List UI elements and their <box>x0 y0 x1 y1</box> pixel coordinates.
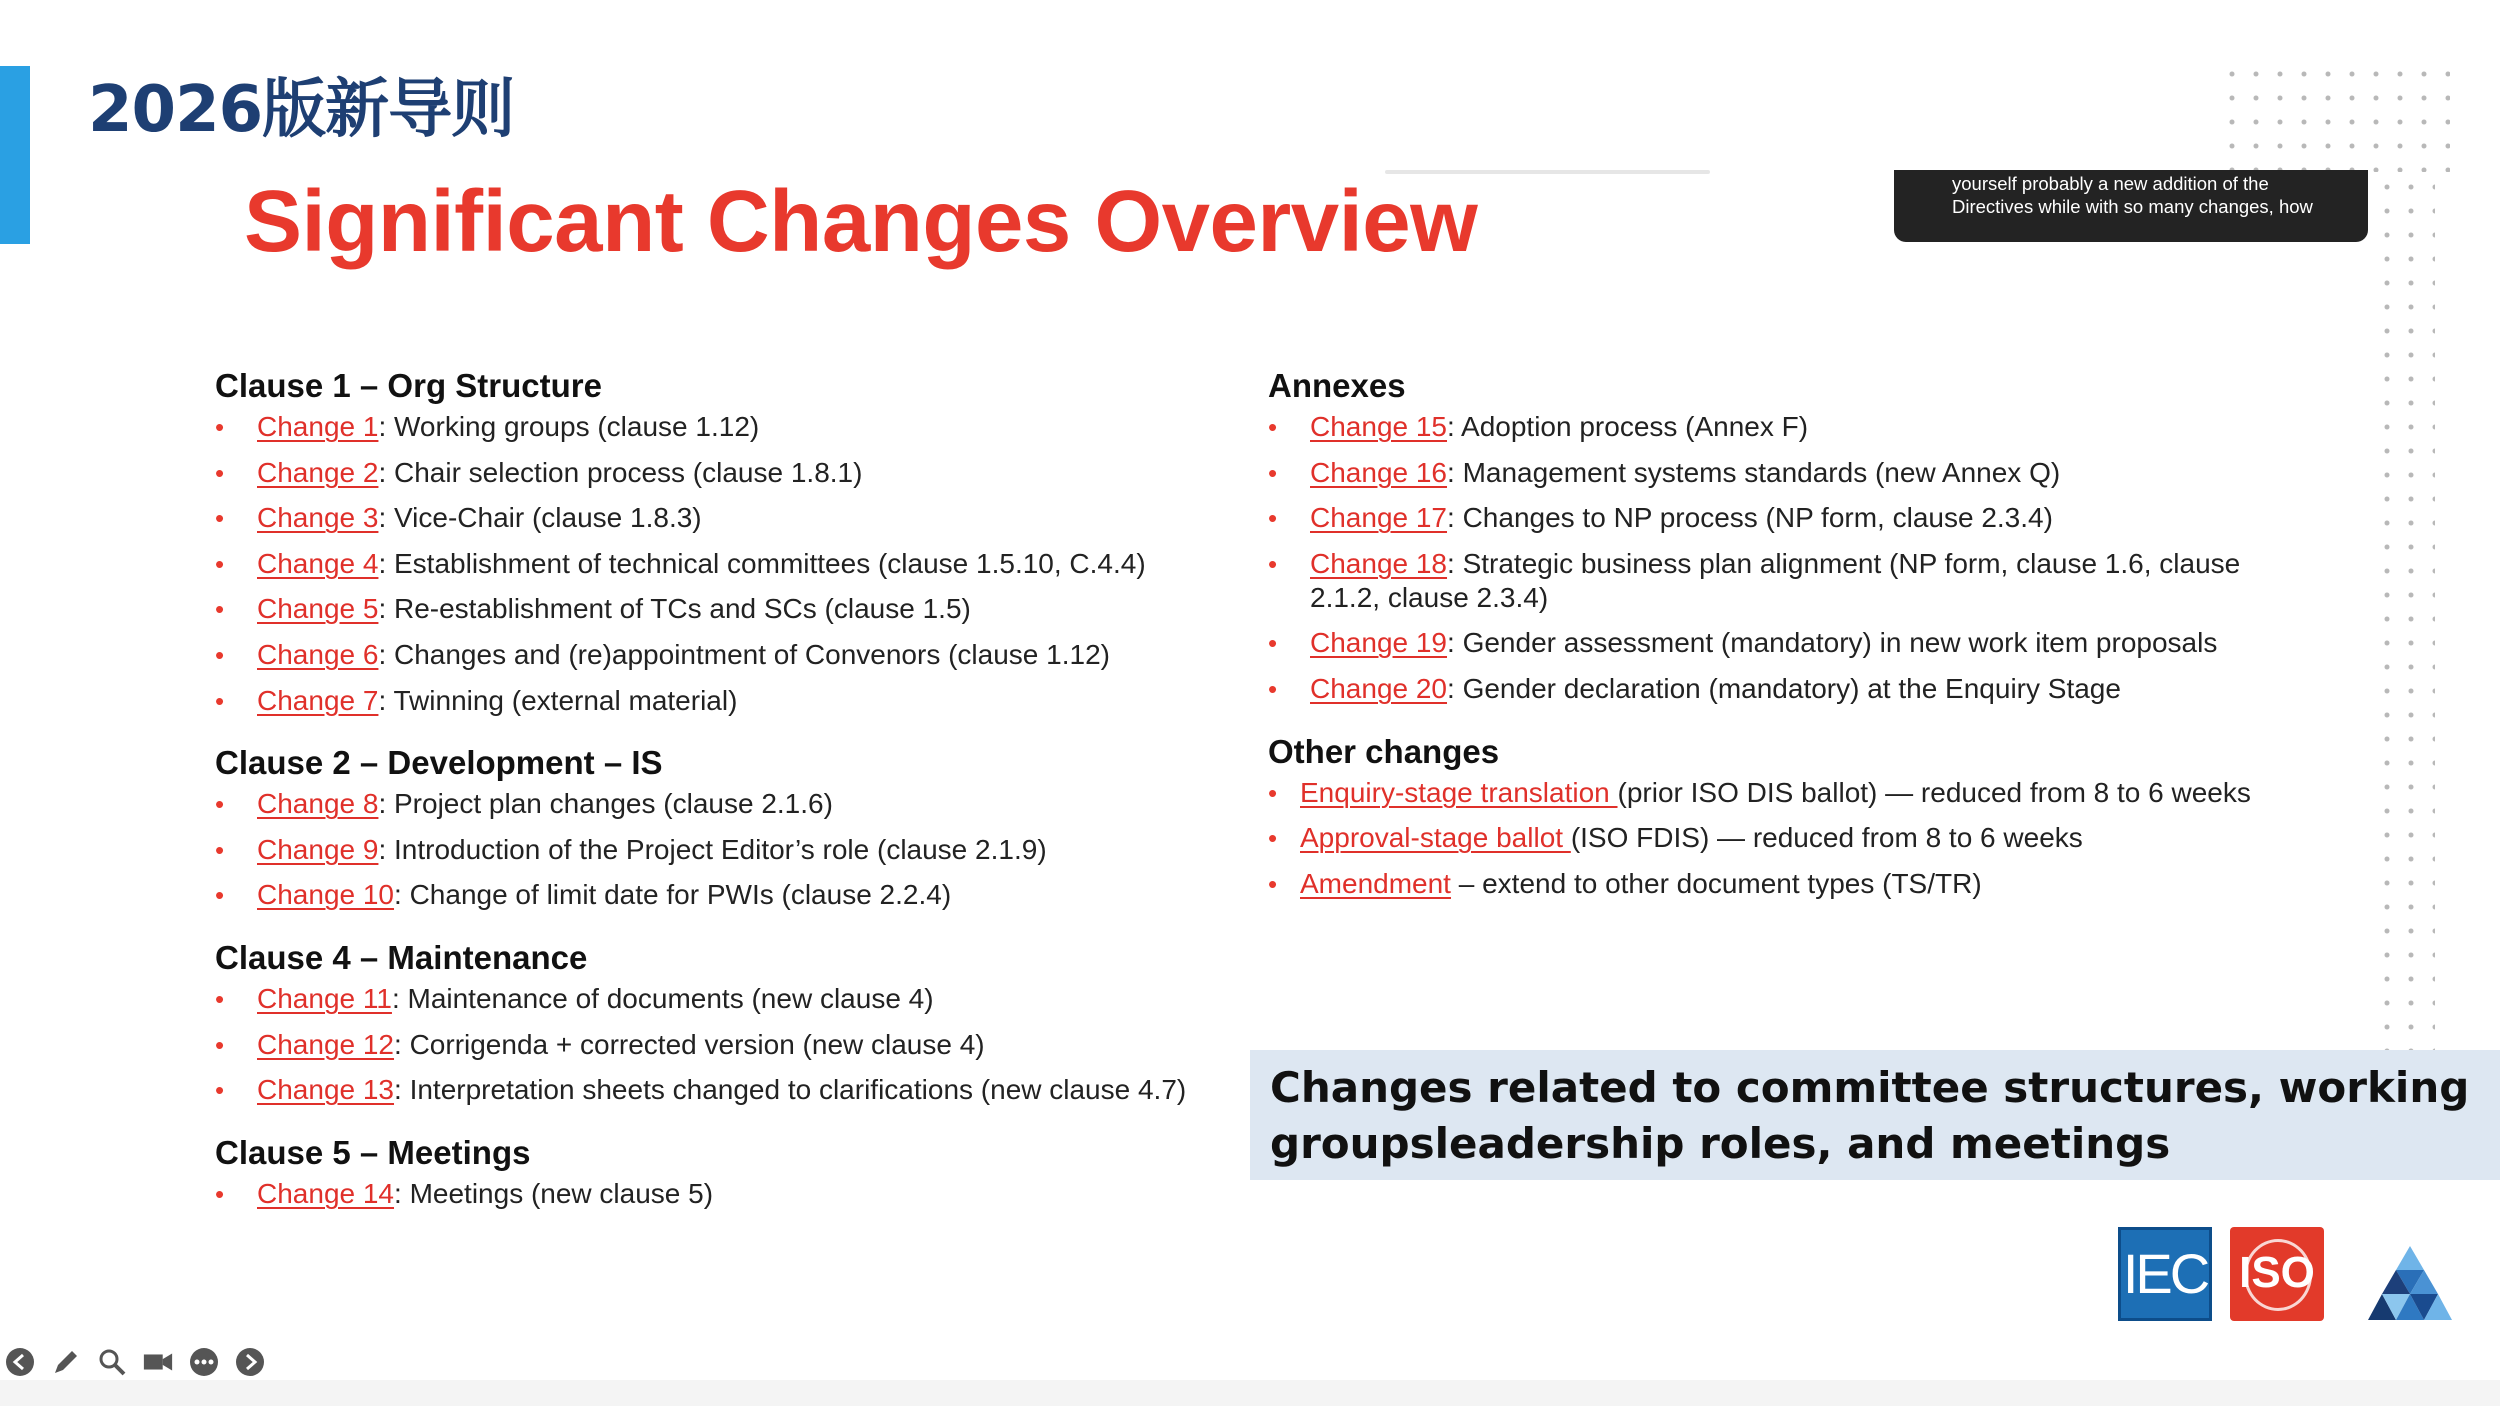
camera-button[interactable] <box>142 1346 174 1378</box>
change-description: : Re-establishment of TCs and SCs (clause 1.5) <box>378 593 971 625</box>
change-link[interactable]: Change 12 <box>257 1028 395 1060</box>
section-heading: Other changes <box>1268 732 1500 770</box>
change-link[interactable]: Change 1 <box>257 411 379 442</box>
change-description: : Twinning (external material) <box>378 684 738 716</box>
previous-slide-button[interactable] <box>4 1346 36 1378</box>
iec-logo-text: IEC <box>2122 1242 2208 1305</box>
change-link[interactable]: Change 6 <box>257 638 379 670</box>
change-list-item <box>215 547 1215 581</box>
change-description: : Chair selection process (clause 1.8.1) <box>378 456 863 488</box>
change-link[interactable]: Change 15 <box>1310 411 1448 442</box>
change-description: : Maintenance of documents (new clause 4) <box>391 982 934 1014</box>
change-description: : Introduction of the Project Editor’s role (clause 2.1.9) <box>378 833 1047 865</box>
change-description: : Gender declaration (mandatory) at the Enquiry Stage <box>1447 672 2121 704</box>
change-link[interactable]: Change 4 <box>257 547 379 579</box>
change-description: – extend to other document types (TS/TR) <box>1450 867 1982 899</box>
change-list-item <box>215 501 1215 535</box>
change-description: : Meetings (new clause 5) <box>394 1177 714 1209</box>
arrow-left-icon <box>5 1347 35 1377</box>
main-title: Significant Changes Overview <box>244 173 1478 270</box>
video-camera-icon <box>142 1347 174 1377</box>
section-heading: Clause 5 – Meetings <box>215 1133 531 1171</box>
triangle-mosaic-logo <box>2368 1246 2452 1320</box>
change-list-item <box>1268 672 2308 706</box>
change-list-item <box>215 787 1215 821</box>
change-description: : Strategic business plan alignment (NP form, clause 1.6, clause 2.1.2, clause 2.3.4) <box>1310 547 2241 613</box>
change-description: : Management systems standards (new Annex Q) <box>1447 456 2061 488</box>
change-list-item <box>1268 776 2308 810</box>
section-heading: Clause 1 – Org Structure <box>215 367 602 404</box>
section-spacer <box>215 1119 1215 1129</box>
pen-tool-button[interactable] <box>50 1346 82 1378</box>
presentation-toolbar <box>4 1344 266 1380</box>
change-list-item <box>215 1073 1215 1107</box>
change-list-item <box>215 592 1215 626</box>
change-description: : Working groups (clause 1.12) <box>378 411 760 442</box>
section-spacer <box>215 924 1215 934</box>
iso-logo <box>2230 1227 2324 1321</box>
arrow-right-icon <box>235 1347 265 1377</box>
accent-bar <box>0 66 30 244</box>
change-link[interactable]: Change 11 <box>257 982 392 1014</box>
change-description: : Change of limit date for PWIs (clause 2.2.4) <box>394 879 952 911</box>
callout-box: Changes related to committee structures, working groupsleadership roles, and meetings <box>1250 1050 2500 1180</box>
subtitle-caption-box <box>1894 170 2368 242</box>
section-heading: Clause 2 – Development – IS <box>215 744 663 782</box>
change-link[interactable]: Change 18 <box>1310 547 1448 579</box>
iec-logo <box>2118 1227 2212 1321</box>
change-link[interactable]: Change 5 <box>257 593 379 625</box>
section-spacer <box>1268 718 2308 728</box>
dot-pattern-decoration <box>2220 62 2450 172</box>
change-link[interactable]: Change 20 <box>1310 672 1448 704</box>
change-list-item <box>1268 867 2308 901</box>
change-link[interactable]: Change 14 <box>257 1177 395 1209</box>
bottom-status-strip <box>0 1380 2500 1406</box>
change-list-item <box>1268 821 2308 855</box>
change-link[interactable]: Change 19 <box>1310 627 1448 659</box>
slide-header-title: 2026版新导则 <box>88 73 515 147</box>
next-slide-button[interactable] <box>234 1346 266 1378</box>
caption-line: Directives while with so many changes, how <box>1952 196 2313 217</box>
left-column <box>215 362 1215 1222</box>
change-list-item <box>215 638 1215 672</box>
iso-logo-text: ISO <box>2239 1248 2315 1297</box>
change-link[interactable]: Amendment <box>1300 867 1451 899</box>
change-list-item <box>215 878 1215 912</box>
change-link[interactable]: Approval-stage ballot <box>1300 822 1571 854</box>
change-list-item <box>1268 456 2308 490</box>
change-description: (prior ISO DIS ballot) — reduced from 8 to 6 weeks <box>1617 776 2251 808</box>
change-list-item <box>1268 501 2308 535</box>
change-description: : Vice-Chair (clause 1.8.3) <box>378 502 702 534</box>
change-link[interactable]: Change 2 <box>257 456 379 488</box>
change-list-item <box>215 1028 1215 1062</box>
section-spacer <box>215 729 1215 739</box>
change-description: : Interpretation sheets changed to clarifications (new clause 4.7) <box>394 1074 1187 1106</box>
section-heading: Clause 4 – Maintenance <box>215 938 588 976</box>
change-description: : Gender assessment (mandatory) in new work item proposals <box>1447 627 2218 659</box>
change-list-item <box>215 1177 1215 1211</box>
change-description: : Changes to NP process (NP form, clause 2.3.4) <box>1447 502 2053 534</box>
caption-line: yourself probably a new addition of the <box>1952 173 2269 194</box>
change-link[interactable]: Change 10 <box>257 879 395 911</box>
change-link[interactable]: Change 9 <box>257 833 379 865</box>
change-list-item <box>1268 626 2308 660</box>
change-link[interactable]: Change 17 <box>1310 502 1448 534</box>
change-description: : Changes and (re)appointment of Convenors (clause 1.12) <box>378 638 1110 670</box>
change-description: : Corrigenda + corrected version (new clause 4) <box>394 1028 985 1060</box>
change-list-item <box>215 456 1215 490</box>
change-description: : Project plan changes (clause 2.1.6) <box>378 788 833 820</box>
more-options-button[interactable] <box>188 1346 220 1378</box>
section-heading: Annexes <box>1268 367 1406 404</box>
change-link[interactable]: Change 16 <box>1310 456 1448 488</box>
change-link[interactable]: Change 7 <box>257 684 379 716</box>
right-column <box>1268 362 2308 912</box>
change-list-item <box>215 684 1215 718</box>
ellipsis-icon <box>189 1347 219 1377</box>
pencil-icon <box>51 1347 81 1377</box>
change-description: : Adoption process (Annex F) <box>1447 411 1809 442</box>
change-list-item <box>1268 410 2308 444</box>
change-list-item <box>215 833 1215 867</box>
change-link[interactable]: Change 13 <box>257 1074 395 1106</box>
change-list-item <box>1268 547 2308 615</box>
change-link[interactable]: Change 8 <box>257 788 379 820</box>
change-list-item <box>215 982 1215 1016</box>
change-link[interactable]: Change 3 <box>257 502 379 534</box>
change-list-item <box>215 410 1215 444</box>
dot-pattern-decoration <box>2375 175 2435 1055</box>
zoom-button[interactable] <box>96 1346 128 1378</box>
magnifier-icon <box>97 1347 127 1377</box>
change-link[interactable]: Enquiry-stage translation <box>1300 776 1618 808</box>
change-description: (ISO FDIS) — reduced from 8 to 6 weeks <box>1570 822 2083 854</box>
change-description: : Establishment of technical committees (clause 1.5.10, C.4.4) <box>378 547 1146 579</box>
